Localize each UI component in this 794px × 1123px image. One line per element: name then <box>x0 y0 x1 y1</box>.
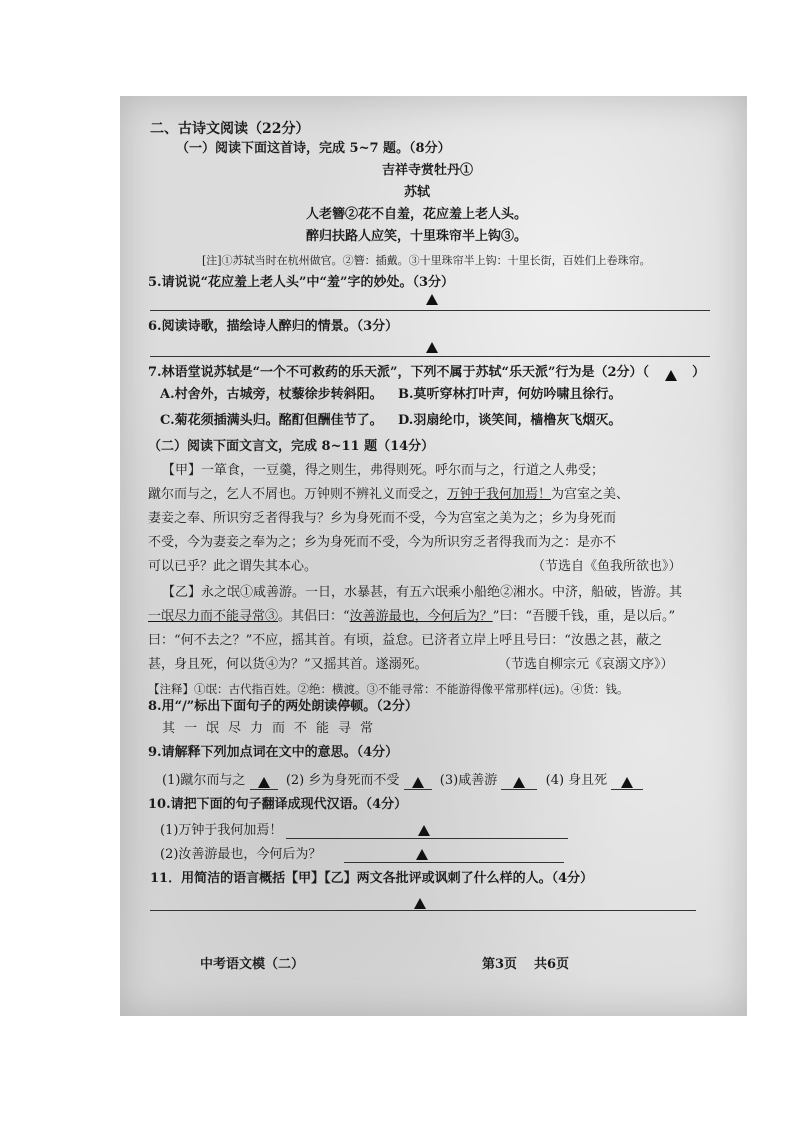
passage-b-line-1: 【乙】永之氓①咸善游。一日，水暴甚，有五六氓乘小船绝②湘水。中济，船破，皆游。其 <box>162 585 683 600</box>
passage-b-line-2d: ”曰：“吾腰千钱，重，是以后。” <box>492 609 676 624</box>
answer-blank-q9-2[interactable] <box>404 775 432 790</box>
answer-blank-q9-4[interactable] <box>611 775 643 790</box>
passage-b-line-2b: 。其侣曰：“ <box>278 609 350 624</box>
option-c: C.菊花须插满头归。酩酊但酬佳节了。 <box>160 413 383 428</box>
question-11: 11．用简洁的语言概括【甲】【乙】两文各批评或讽刺了什么样的人。（4分） <box>150 871 594 886</box>
passage-a-underlined: 万钟于我何加焉！ <box>447 487 552 502</box>
question-9: 9.请解释下列加点词在文中的意思。（4分） <box>148 745 399 760</box>
poem-line-1: 人老簪②花不自羞，花应羞上老人头。 <box>306 207 528 222</box>
answer-marker-icon <box>416 849 428 860</box>
passage-a-line-3: 妻妾之奉、所识穷乏者得我与？乡为身死而不受，今为宫室之美为之；乡为身死而 <box>148 511 617 526</box>
question-7 <box>148 364 705 382</box>
question-7-close: ） <box>692 365 706 380</box>
answer-line-q6[interactable] <box>150 356 710 357</box>
passage-a-line-2c: 为宫室之美、 <box>551 487 630 502</box>
q9-item-3: (3)咸善游 <box>439 773 498 788</box>
passage-b-notes: 【注释】①氓：古代指百姓。②绝：横渡。③不能寻常：不能游得像平常那样(远)。④货：钱。 <box>148 682 629 696</box>
passage-a-line-4: 不受，今为妻妾之奉为之；乡为身死而不受，今为所识穷乏者得我而为之：是亦不 <box>148 535 617 550</box>
passage-b-underlined-2: 汝善游最也，今何后为？ <box>349 609 493 624</box>
answer-marker-icon <box>426 342 438 353</box>
passage-a-line-2 <box>148 486 629 504</box>
passage-b-line-2 <box>148 608 675 626</box>
answer-blank-q9-1[interactable] <box>250 775 278 790</box>
footer-exam-name: 中考语文模（二） <box>200 957 305 972</box>
passage-b-source: （节选自柳宗元《哀溺文序》） <box>498 657 674 672</box>
passage-b-line-3: 曰：“何不去之？”不应，摇其首。有顷，益怠。已济者立岸上呼且号曰：“汝愚之甚，蔽之 <box>148 633 662 648</box>
passage-a-line-2a: 蹴尔而与之，乞人不屑也。万钟则不辨礼义而受之， <box>148 487 448 502</box>
section-heading: 二、古诗文阅读（22分） <box>150 121 310 137</box>
question-8-sentence[interactable]: 其一氓尽力而不能寻常 <box>162 721 383 736</box>
question-9-items <box>162 772 643 790</box>
q9-item-1: (1)蹴尔而与之 <box>162 773 246 788</box>
poem-line-2: 醉归扶路人应笑，十里珠帘半上钩③。 <box>306 229 528 244</box>
q10-item-2: (2)汝善游最也，今何后为？ <box>160 847 322 862</box>
answer-blank-q9-3[interactable] <box>501 775 537 790</box>
answer-line-q11[interactable] <box>150 910 696 911</box>
q9-item-2: (2) 乡为身死而不受 <box>285 773 400 788</box>
option-b: B.莫听穿林打叶声，何妨吟啸且徐行。 <box>398 387 622 402</box>
part2-intro: （二）阅读下面文言文，完成 8~11 题（14分） <box>148 439 435 454</box>
poem-note: [注]①苏轼当时在杭州做官。②簪：插戴。③十里珠帘半上钩：十里长街，百姓们上卷珠帘。 <box>202 254 651 267</box>
answer-marker-icon <box>418 825 430 836</box>
exam-page <box>120 96 747 1016</box>
answer-line-q10-2[interactable] <box>344 862 564 863</box>
option-a: A.村舍外，古城旁，杖藜徐步转斜阳。 <box>160 387 383 402</box>
answer-marker-icon <box>414 898 426 909</box>
q10-item-1: (1)万钟于我何加焉！ <box>160 823 283 838</box>
answer-line-q5[interactable] <box>150 310 710 311</box>
poem-author: 苏轼 <box>404 185 431 200</box>
passage-a-line-1: 【甲】一箪食，一豆羹，得之则生，弗得则死。呼尔而与之，行道之人弗受； <box>162 463 605 478</box>
answer-line-q10-1[interactable] <box>286 838 568 839</box>
question-10: 10.请把下面的句子翻译成现代汉语。（4分） <box>148 797 408 812</box>
passage-a-line-5: 可以已乎？此之谓失其本心。 <box>148 559 318 574</box>
answer-marker-icon <box>426 294 438 305</box>
question-5: 5.请说说“花应羞上老人头”中“羞”字的妙处。（3分） <box>148 275 455 290</box>
q9-item-4: (4) 身且死 <box>545 773 608 788</box>
passage-a-source: （节选自《鱼我所欲也》） <box>532 559 682 574</box>
question-7-text: 7.林语堂说苏轼是“一个不可救药的乐天派”，下列不属于苏轼“乐天派”行为是（2分）（ <box>148 365 650 380</box>
question-6: 6.阅读诗歌，描绘诗人醉归的情景。（3分） <box>148 319 399 334</box>
option-d: D.羽扇纶巾，谈笑间，樯橹灰飞烟灭。 <box>398 413 622 428</box>
passage-b-line-4: 甚，身且死，何以货④为？”又摇其首。遂溺死。 <box>148 657 428 672</box>
part1-intro: （一）阅读下面这首诗，完成 5~7 题。（8分） <box>176 141 451 156</box>
footer-page-number: 第3页 <box>482 957 518 972</box>
footer-total-pages: 共6页 <box>534 957 570 972</box>
question-8: 8.用“/”标出下面句子的两处朗读停顿。（2分） <box>148 699 418 714</box>
passage-b-underlined-1: 一氓尽力而不能寻常③ <box>148 609 279 624</box>
poem-title: 吉祥寺赏牡丹① <box>382 163 474 178</box>
answer-blank-q7[interactable] <box>654 368 688 382</box>
